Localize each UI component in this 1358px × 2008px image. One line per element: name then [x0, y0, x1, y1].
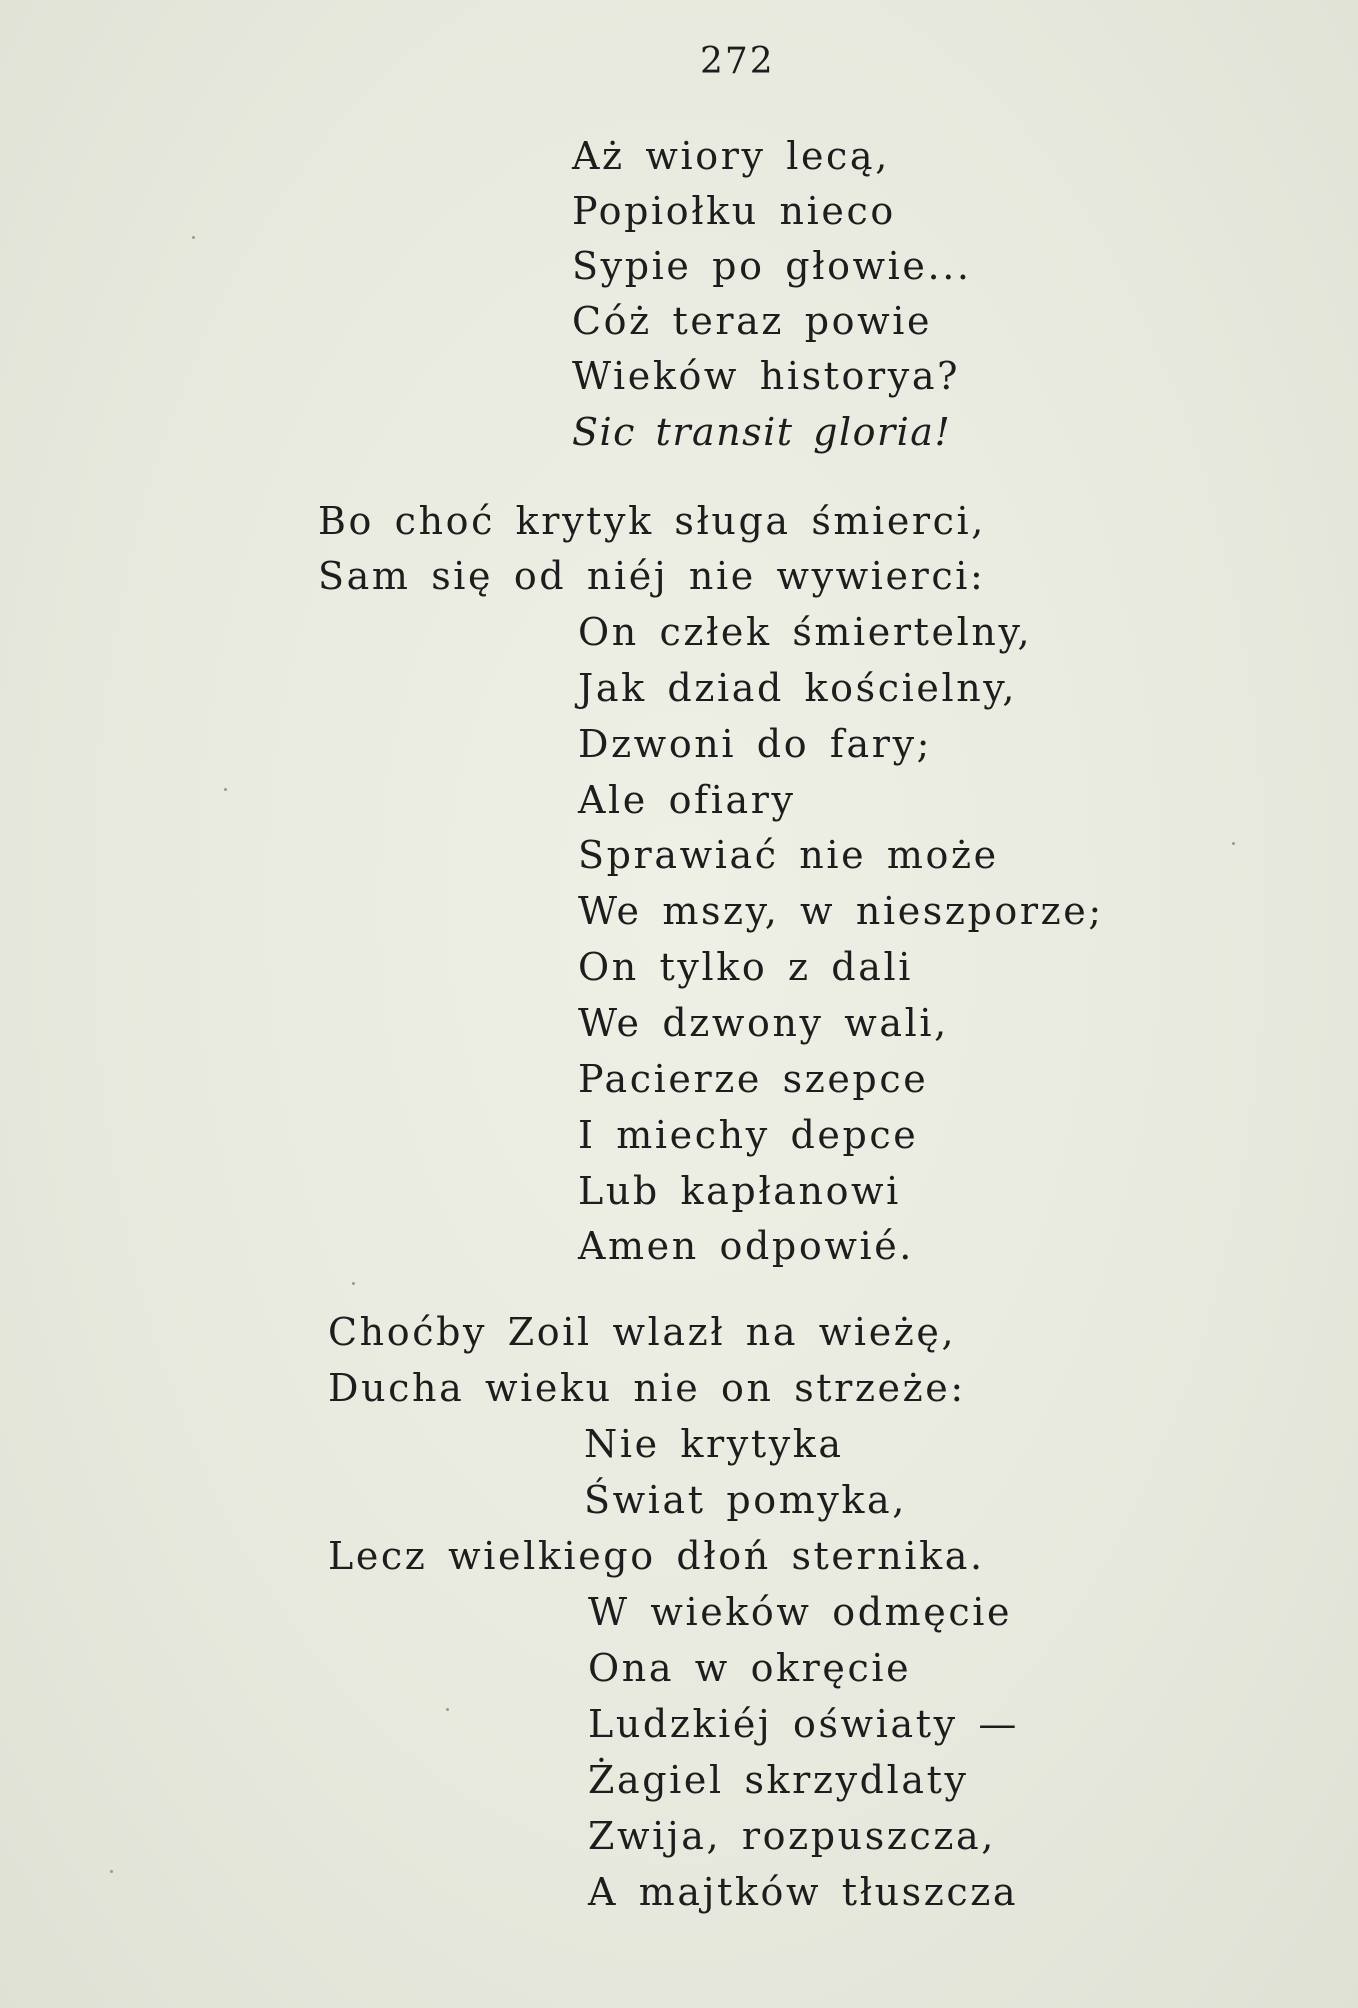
- poem-line: Ale ofiary: [578, 778, 796, 822]
- poem-line: Aż wiory lecą,: [572, 134, 890, 178]
- paper-speck: [446, 1708, 449, 1711]
- poem-line: Dzwoni do fary;: [578, 722, 933, 766]
- poem-line: Ludzkiéj oświaty —: [588, 1702, 1019, 1746]
- poem-line: Sam się od niéj nie wywierci:: [318, 554, 986, 598]
- poem-line: Wieków historya?: [572, 354, 961, 398]
- poem-line: Żagiel skrzydlaty: [588, 1758, 969, 1802]
- poem-line: A majtków tłuszcza: [588, 1870, 1019, 1914]
- poem-line: I miechy depce: [578, 1113, 919, 1157]
- poem-line: Pacierze szepce: [578, 1057, 929, 1101]
- poem-line: We dzwony wali,: [578, 1001, 949, 1045]
- poem-line: Nie krytyka: [584, 1422, 844, 1466]
- poem-line: Choćby Zoil wlazł na wieżę,: [328, 1310, 957, 1354]
- poem-line: On człek śmiertelny,: [578, 610, 1033, 654]
- poem-line: Ducha wieku nie on strzeże:: [328, 1366, 966, 1410]
- poem-line: Amen odpowié.: [578, 1224, 914, 1268]
- poem-line: Sprawiać nie może: [578, 833, 999, 877]
- poem-line: Lub kapłanowi: [578, 1169, 901, 1213]
- poem-line: We mszy, w nieszporze;: [578, 889, 1104, 933]
- paper-speck: [224, 788, 227, 791]
- poem-line: Sic transit gloria!: [572, 410, 952, 454]
- poem-line: W wieków odmęcie: [588, 1590, 1013, 1634]
- poem-line: Cóż teraz powie: [572, 299, 933, 343]
- poem-line: Lecz wielkiego dłoń sternika.: [328, 1534, 985, 1578]
- poem-line: Sypie po głowie...: [572, 244, 972, 288]
- paper-speck: [1232, 842, 1235, 845]
- poem-line: Zwija, rozpuszcza,: [588, 1814, 996, 1858]
- poem-line: Świat pomyka,: [584, 1478, 907, 1522]
- poem-line: Bo choć krytyk sługa śmierci,: [318, 499, 986, 543]
- paper-speck: [192, 236, 195, 239]
- poem-line: On tylko z dali: [578, 945, 913, 989]
- poem-line: Jak dziad kościelny,: [578, 666, 1018, 710]
- page-number: 272: [700, 41, 775, 82]
- poem-line: Ona w okręcie: [588, 1646, 912, 1690]
- paper-speck: [352, 1282, 355, 1285]
- paper-speck: [110, 1870, 113, 1873]
- poem-line: Popiołku nieco: [572, 189, 896, 233]
